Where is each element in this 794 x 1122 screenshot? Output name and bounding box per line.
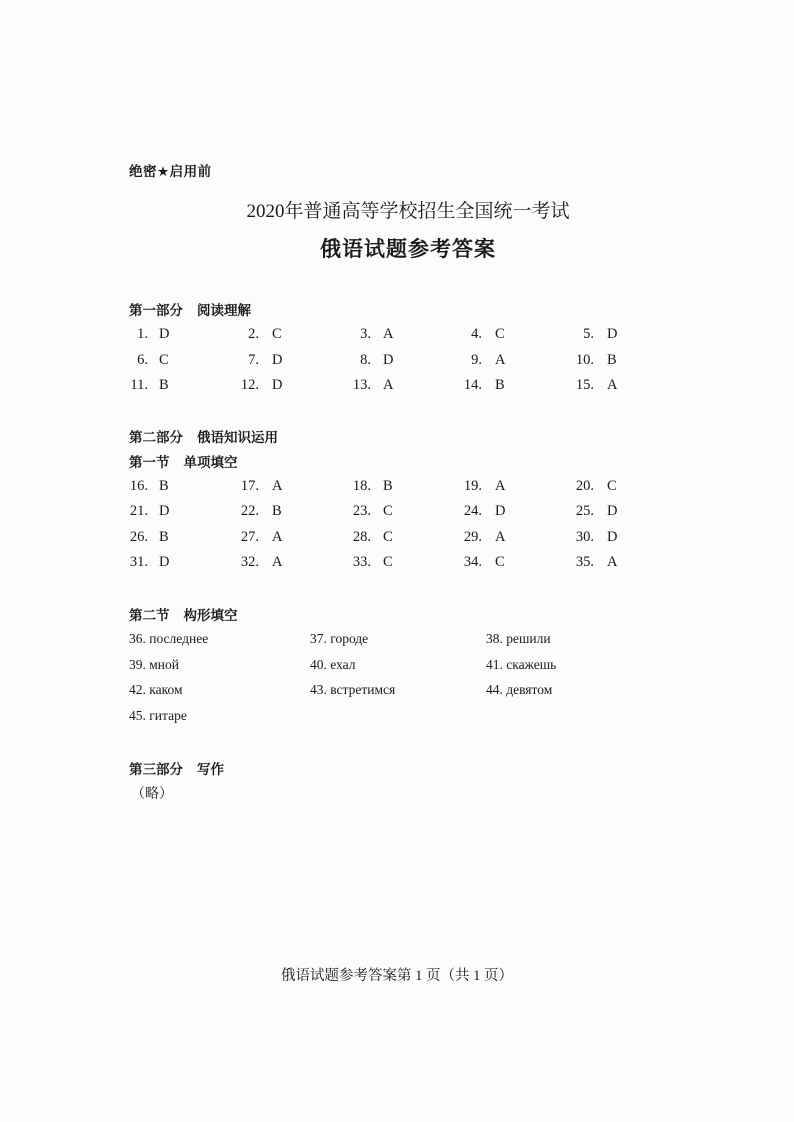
question-number: 2.	[248, 326, 259, 342]
fill-answer: 45. гитаре	[129, 707, 187, 723]
answer-letter: B	[383, 478, 393, 494]
question-number: 28.	[352, 528, 371, 545]
question-number: 16.	[129, 478, 148, 494]
question-number: 23.	[352, 503, 371, 520]
answer-letter: B	[607, 351, 617, 368]
question-number: 31.	[129, 553, 148, 570]
question-number: 13.	[352, 377, 371, 393]
question-number: 4.	[471, 326, 482, 342]
part2-name: 俄语知识运用	[197, 430, 278, 446]
part3-name: 写作	[197, 762, 224, 778]
question-number: 33.	[352, 553, 371, 570]
question-number: 32.	[240, 553, 259, 570]
part1-name: 阅读理解	[197, 303, 251, 319]
question-number: 11.	[130, 377, 148, 393]
part1-heading	[129, 299, 251, 319]
question-number: 12.	[240, 377, 259, 393]
answer-letter: C	[607, 478, 617, 494]
answer-letter: A	[383, 326, 394, 342]
answer-letter: A	[607, 377, 618, 393]
answer-letter: B	[159, 478, 169, 494]
answer-letter: D	[495, 503, 506, 520]
fill-answer: 41. скажешь	[486, 656, 557, 672]
answer-letter: A	[495, 528, 506, 545]
question-number: 21.	[129, 503, 148, 520]
answer-letter: A	[272, 528, 283, 545]
answer-letter: D	[383, 351, 394, 368]
answer-letter: D	[607, 528, 618, 545]
answer-letter: C	[272, 326, 282, 342]
answer-letter: D	[159, 326, 170, 342]
question-number: 7.	[248, 351, 259, 368]
part3-label: 第三部分	[129, 762, 183, 778]
question-number: 29.	[463, 528, 482, 545]
question-number: 10.	[575, 351, 594, 368]
question-number: 17.	[240, 478, 259, 494]
fill-answer: 40. ехал	[310, 656, 356, 672]
answer-letter: A	[272, 553, 283, 570]
question-number: 25.	[575, 503, 594, 520]
answer-letter: D	[272, 351, 283, 368]
fill-answer: 36. последнее	[129, 631, 209, 646]
question-number: 18.	[352, 478, 371, 494]
fill-answer: 42. каком	[129, 682, 183, 697]
question-number: 30.	[575, 528, 594, 545]
answer-letter: B	[272, 503, 282, 520]
question-number: 1.	[137, 326, 148, 342]
answer-letter: C	[495, 326, 505, 342]
question-number: 35.	[575, 553, 594, 570]
part1-label: 第一部分	[129, 303, 183, 319]
answer-letter: C	[159, 351, 169, 368]
part2-heading	[129, 426, 278, 446]
answer-letter: A	[495, 351, 506, 368]
fill-answer: 38. решили	[486, 631, 551, 646]
section2-name: 构形填空	[183, 608, 238, 624]
answer-letter: D	[607, 326, 618, 342]
question-number: 9.	[471, 351, 482, 368]
fill-answer: 44. девятом	[486, 682, 553, 697]
question-number: 22.	[240, 503, 259, 520]
answer-letter: A	[272, 478, 283, 494]
answer-letter: B	[495, 377, 505, 393]
question-number: 19.	[463, 478, 482, 494]
question-number: 20.	[575, 478, 594, 494]
question-number: 3.	[360, 326, 371, 342]
question-number: 6.	[137, 351, 148, 368]
page-footer: 俄语试题参考答案第 1 页（共 1 页）	[281, 968, 513, 984]
question-number: 34.	[463, 553, 482, 570]
question-number: 15.	[575, 377, 594, 393]
section1-name: 单项填空	[183, 455, 238, 471]
answer-letter: D	[159, 553, 170, 570]
answer-key-title: 俄语试题参考答案	[320, 237, 496, 261]
answer-letter: C	[495, 553, 505, 570]
part2-label: 第二部分	[129, 430, 183, 446]
question-number: 8.	[360, 351, 371, 368]
answer-letter: C	[383, 503, 393, 520]
answer-letter: A	[607, 553, 618, 570]
answer-letter: D	[159, 503, 170, 520]
question-number: 5.	[583, 326, 594, 342]
section2-label: 第二节	[129, 608, 170, 624]
fill-answer: 43. встретимся	[310, 682, 396, 697]
part3-heading	[129, 758, 224, 778]
answer-letter: C	[383, 553, 393, 570]
answer-letter: D	[272, 377, 283, 393]
answer-letter: A	[383, 377, 394, 393]
answer-letter: B	[159, 528, 169, 545]
confidential-mark: 绝密★启用前	[129, 164, 212, 180]
answer-letter: B	[159, 377, 169, 393]
answer-letter: D	[607, 503, 618, 520]
question-number: 26.	[129, 528, 148, 545]
question-number: 24.	[463, 503, 482, 520]
fill-answer: 39. мной	[129, 656, 179, 672]
writing-omitted-note: （略）	[131, 786, 173, 802]
question-number: 14.	[463, 377, 482, 393]
part2-section1-heading	[129, 451, 238, 471]
question-number: 27.	[240, 528, 259, 545]
answer-letter: A	[495, 478, 506, 494]
part2-section2-heading	[129, 604, 238, 624]
section1-label: 第一节	[129, 455, 170, 471]
fill-answer: 37. городе	[310, 631, 369, 646]
answer-letter: C	[383, 528, 393, 545]
exam-title: 2020年普通高等学校招生全国统一考试	[246, 201, 570, 222]
